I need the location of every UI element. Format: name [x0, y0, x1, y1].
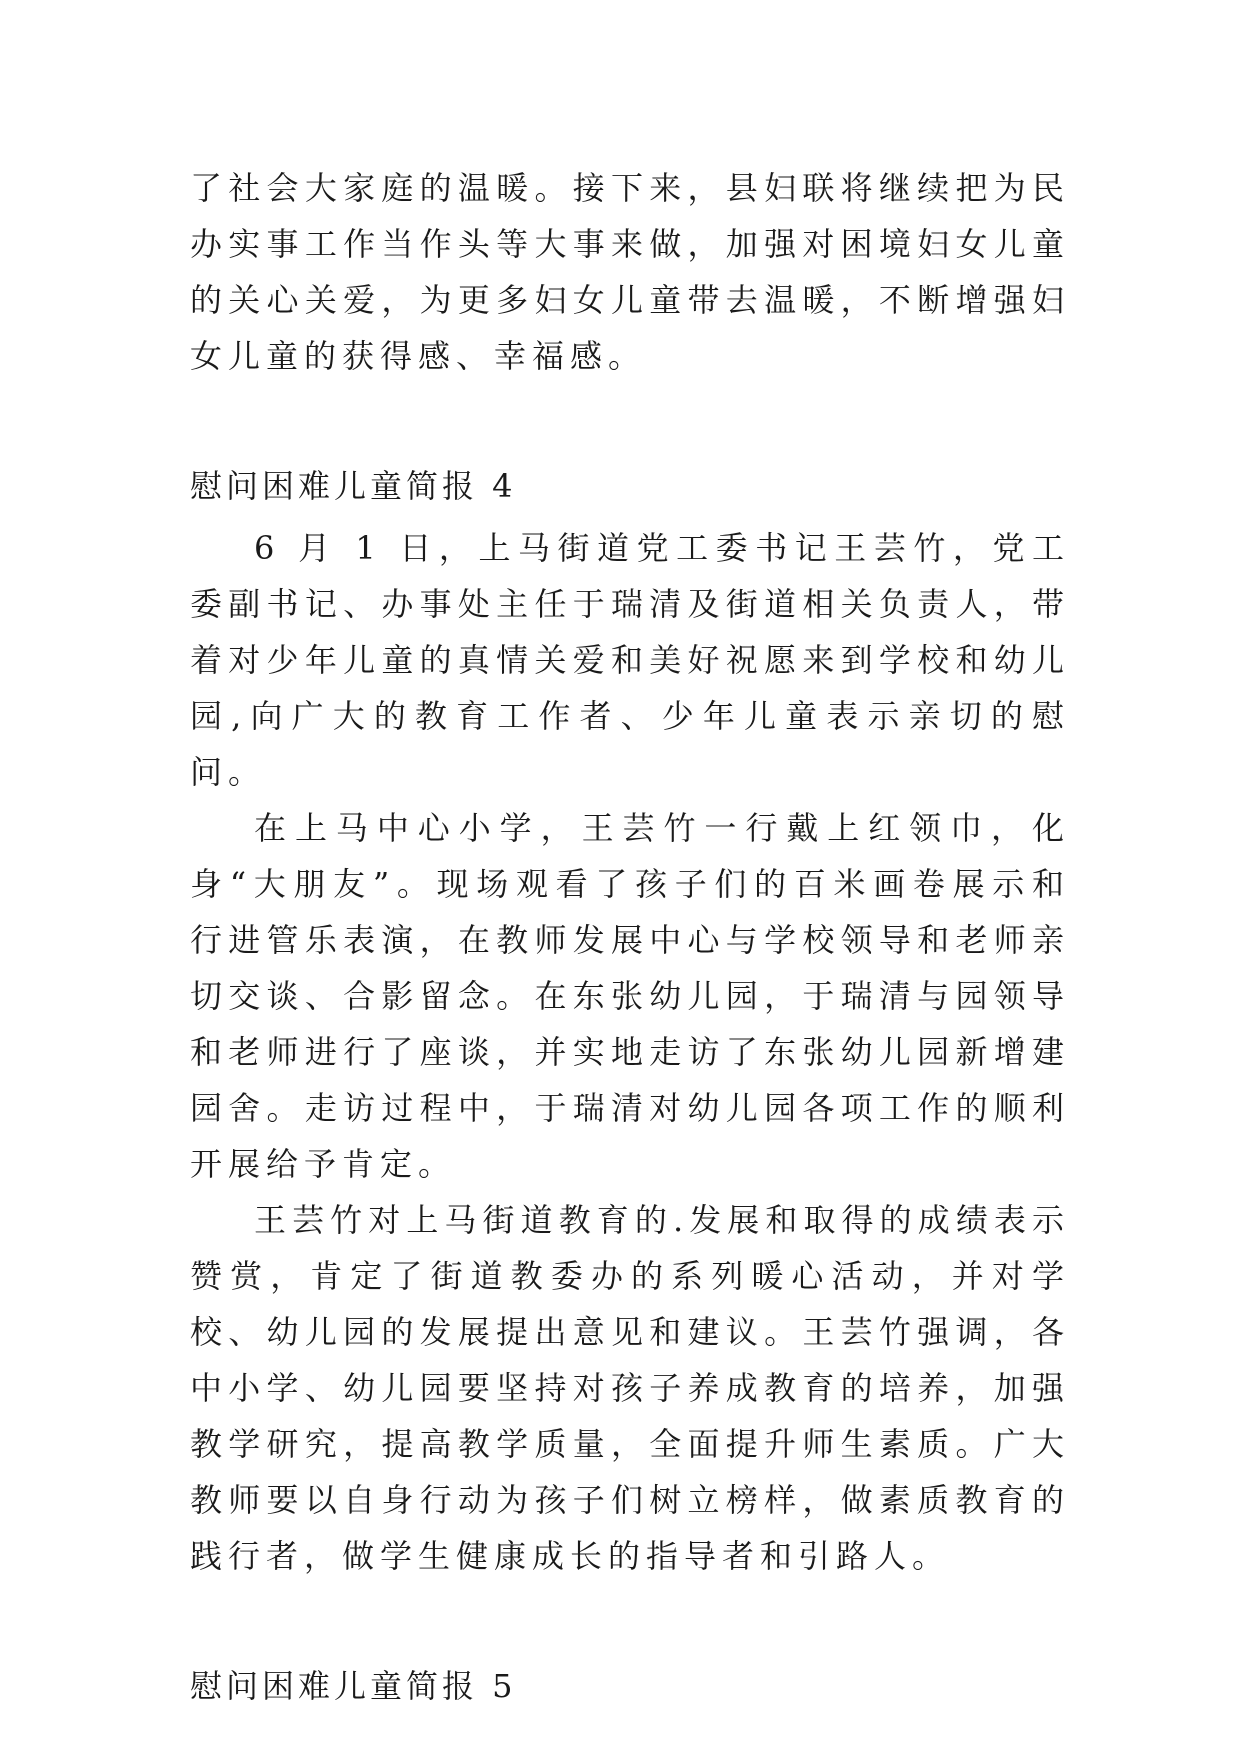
section-4-paragraph-2: 在上马中心小学，王芸竹一行戴上红领巾，化身“大朋友”。现场观看了孩子们的百米画卷展示和行进管乐表演，在教师发展中心与学校领导和老师亲切交谈、合影留念。在东张幼儿园，于瑞清与园领导和老师进行了座谈，并实地走访了东张幼儿园新增建园舍。走访过程中，于瑞清对幼儿园各项工作的顺利开展给予肯定。: [190, 809, 1070, 1183]
intro-block: [190, 160, 1070, 384]
section-4-paragraph-1: 6 月 1 日，上马街道党工委书记王芸竹，党工委副书记、办事处主任于瑞清及街道相关负责人，带着对少年儿童的真情关爱和美好祝愿来到学校和幼儿园,向广大的教育工作者、少年儿童表示亲切的慰问。: [190, 529, 1070, 791]
section-4: [190, 458, 1070, 1584]
section-5-title: 慰问困难儿童简报 5: [190, 1667, 517, 1705]
document-content: [190, 160, 1070, 1714]
section-4-body: [190, 520, 1070, 1584]
intro-paragraph: 了社会大家庭的温暖。接下来，县妇联将继续把为民办实事工作当作头等大事来做，加强对困境妇女儿童的关心关爱，为更多妇女儿童带去温暖，不断增强妇女儿童的获得感、幸福感。: [190, 169, 1070, 375]
section-4-paragraph-3: 王芸竹对上马街道教育的.发展和取得的成绩表示赞赏，肯定了街道教委办的系列暖心活动，并对学校、幼儿园的发展提出意见和建议。王芸竹强调，各中小学、幼儿园要坚持对孩子养成教育的培养，加强教学研究，提高教学质量，全面提升师生素质。广大教师要以自身行动为孩子们树立榜样，做素质教育的践行者，做学生健康成长的指导者和引路人。: [190, 1201, 1070, 1575]
section-5: [190, 1658, 1070, 1714]
section-4-title: 慰问困难儿童简报 4: [190, 467, 517, 505]
